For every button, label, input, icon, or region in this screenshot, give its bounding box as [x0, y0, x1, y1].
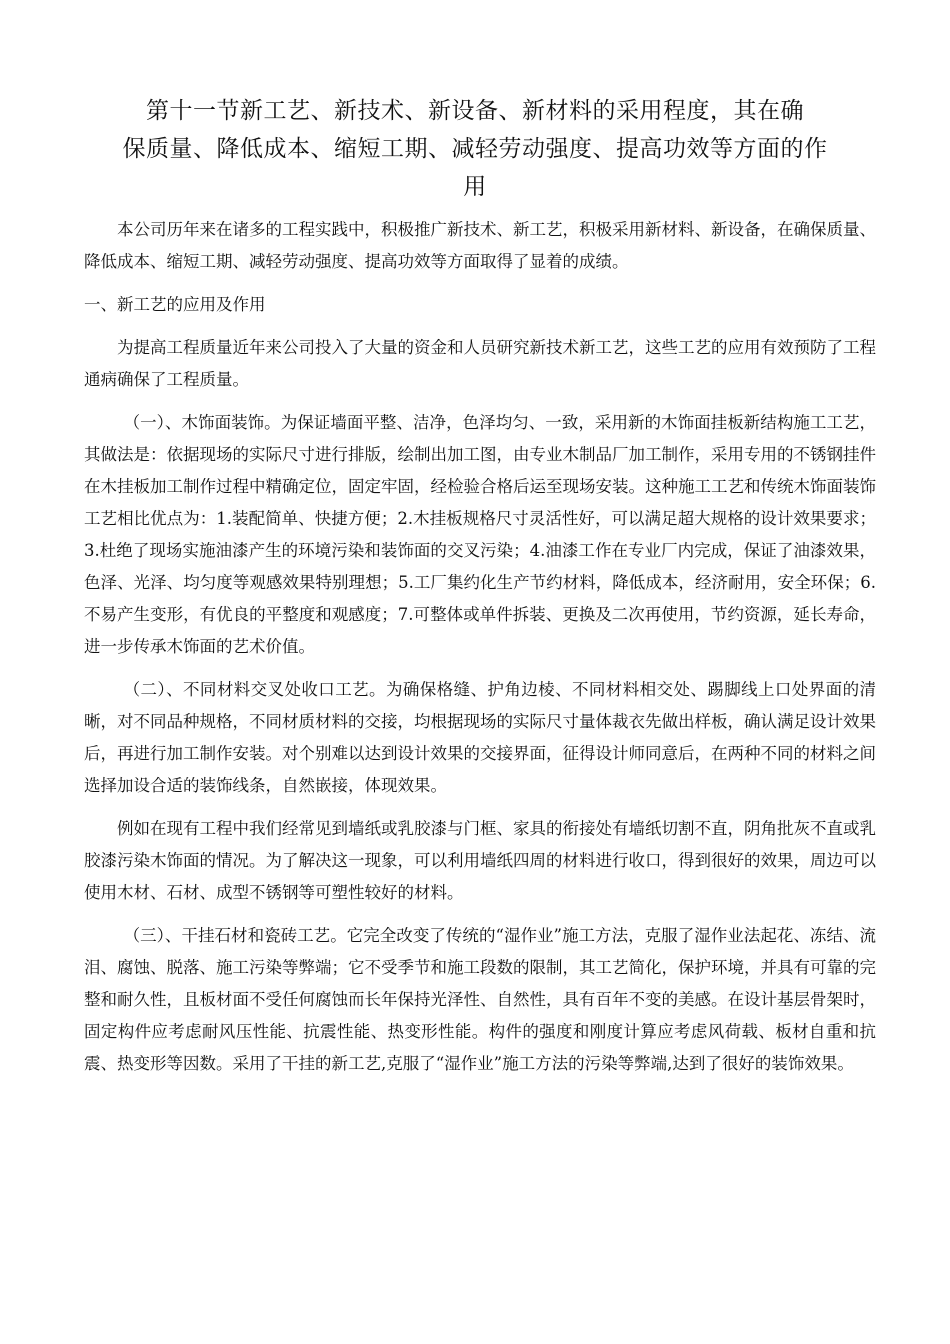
title-line: 第十一节新工艺、新技术、新设备、新材料的采用程度，其在确 — [146, 98, 804, 124]
intro-paragraph: 本公司历年来在诸多的工程实践中，积极推广新技术、新工艺，积极采用新材料、新设备，在确保质量、降低成本、缩短工期、减轻劳动强度、提高功效等方面取得了显着的成绩。 — [84, 220, 876, 271]
document-body — [84, 214, 893, 1091]
body-paragraph: 例如在现有工程中我们经常见到墙纸或乳胶漆与门框、家具的衔接处有墙纸切割不直，阴角批灰不直或乳胶漆污染木饰面的情况。为了解决这一现象，可以利用墙纸四周的材料进行收口，得到很好的效果，周边可以使用木材、石材、成型不锈钢等可塑性较好的材料。 — [84, 819, 876, 902]
body-paragraph: （一）、木饰面装饰。为保证墙面平整、洁净，色泽均匀、一致，采用新的木饰面挂板新结构施工工艺，其做法是：依据现场的实际尺寸进行排版，绘制出加工图，由专业木制品厂加工制作，采用专用的不锈钢挂件在木挂板加工制作过程中精确定位，固定牢固，经检验合格后运至现场安装。这种施工工艺和传统木饰面装饰工艺相比优点为：1.装配简单、快捷方便；2.木挂板规格尺寸灵活性好，可以满足超大规格的设计效果要求；3.杜绝了现场实施油漆产生的环境污染和装饰面的交叉污染；4.油漆工作在专业厂内完成，保证了油漆效果，色泽、光泽、均匀度等观感效果特别理想；5.工厂集约化生产节约材料，降低成本，经济耐用，安全环保；6. 不易产生变形，有优良的平整度和观感度；7.可整体或单件拆装、更换及二次再使用，节约资源，延长寿命，进一步传承木饰面的艺术价值。 — [84, 413, 893, 656]
title-line: 保质量、降低成本、缩短工期、减轻劳动强度、提高功效等方面的作 — [122, 136, 828, 162]
body-paragraph: 为提高工程质量近年来公司投入了大量的资金和人员研究新技术新工艺，这些工艺的应用有效预防了工程通病确保了工程质量。 — [84, 338, 876, 389]
title-line: 用 — [463, 174, 487, 200]
body-paragraph: （三）、干挂石材和瓷砖工艺。它完全改变了传统的“湿作业”施工方法，克服了湿作业法起花、冻结、流泪、腐蚀、脱落、施工污染等弊端；它不受季节和施工段数的限制，其工艺简化，保护环境，并具有可靠的完整和耐久性，且板材面不受任何腐蚀而长年保持光泽性、自然性，具有百年不变的美感。在设计基层骨架时，固定构件应考虑耐风压性能、抗震性能、热变形性能。构件的强度和刚度计算应考虑风荷载、板材自重和抗震、热变形等因数。采用了干挂的新工艺,克服了“湿作业”施工方法的污染等弊端,达到了很好的装饰效果。 — [84, 926, 876, 1073]
body-paragraph: （二）、不同材料交叉处收口工艺。为确保格缝、护角边棱、不同材料相交处、踢脚线上口处界面的清晰，对不同品种规格，不同材质材料的交接，均根据现场的实际尺寸量体裁衣先做出样板，确认满足设计效果后，再进行加工制作安装。对个别难以达到设计效果的交接界面，征得设计师同意后，在两种不同的材料之间选择加设合适的装饰线条，自然嵌接，体现效果。 — [84, 680, 876, 795]
document-title — [60, 92, 890, 206]
section-heading: 一、新工艺的应用及作用 — [84, 295, 266, 314]
